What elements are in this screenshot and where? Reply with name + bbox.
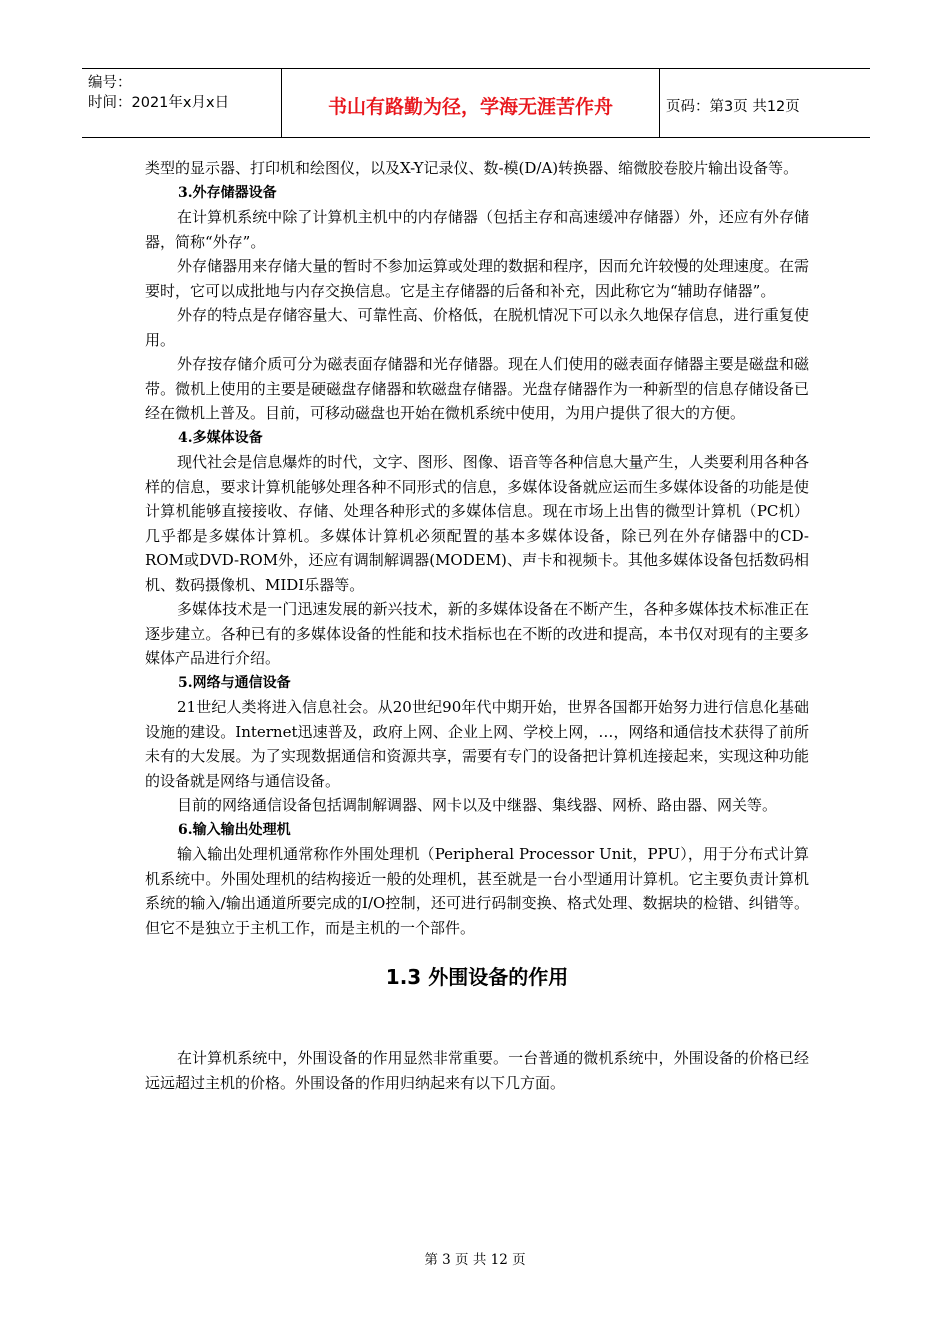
page-header [82,68,870,138]
section-heading-6: 6.输入输出处理机 [178,821,291,838]
paragraph: 外存储器用来存储大量的暂时不参加运算或处理的数据和程序，因而允许较慢的处理速度。在需要时，它可以成批地与内存交换信息。它是主存储器的后备和补充，因此称它为“辅助存储器”。 [145,257,809,300]
section-heading-4: 4.多媒体设备 [178,429,263,446]
section-heading-3: 3.外存储器设备 [178,184,277,201]
doc-number-label: 编号： [88,75,132,91]
document-body [145,156,809,1095]
doc-time-label: 时间：2021年x月x日 [88,95,230,111]
section-heading-5: 5.网络与通信设备 [178,674,291,691]
paragraph: 类型的显示器、打印机和绘图仪，以及X-Y记录仪、数-模(D/A)转换器、缩微胶卷胶片输出设备等。 [145,159,799,177]
paragraph: 输入输出处理机通常称作外围处理机（Peripheral Processor Unit，PPU），用于分布式计算机系统中。外围处理机的结构接近一般的处理机，甚至就是一台小型通用计算机。它主要负责计算机系统的输入/输出通道所要完成的I/O控制，还可进行码制变换、格式处理、数据块的检错、纠错等。但它不是独立于主机工作，而是主机的一个部件。 [145,845,809,937]
page-footer: 第 3 页 共 12 页 [424,1252,526,1268]
paragraph: 在计算机系统中，外围设备的作用显然非常重要。一台普通的微机系统中，外围设备的价格已经远远超过主机的价格。外围设备的作用归纳起来有以下几方面。 [145,1049,809,1092]
paragraph: 在计算机系统中除了计算机主机中的内存储器（包括主存和高速缓冲存储器）外，还应有外存储器，简称“外存”。 [145,208,809,251]
chapter-heading-1-3: 1.3 外围设备的作用 [385,965,569,989]
paragraph: 外存的特点是存储容量大、可靠性高、价格低，在脱机情况下可以永久地保存信息，进行重复使用。 [145,306,809,349]
header-left-cell [82,69,282,137]
paragraph: 目前的网络通信设备包括调制解调器、网卡以及中继器、集线器、网桥、路由器、网关等。 [177,796,778,814]
paragraph: 外存按存储介质可分为磁表面存储器和光存储器。现在人们使用的磁表面存储器主要是磁盘和磁带。微机上使用的主要是硬磁盘存储器和软磁盘存储器。光盘存储器作为一种新型的信息存储设备已经在微机上普及。目前，可移动磁盘也开始在微机系统中使用，为用户提供了很大的方便。 [145,355,809,422]
paragraph: 21世纪人类将进入信息社会。从20世纪90年代中期开始，世界各国都开始努力进行信息化基础设施的建设。Internet迅速普及，政府上网、企业上网、学校上网，…，网络和通信技术获得了前所未有的大发展。为了实现数据通信和资源共享，需要有专门的设备把计算机连接起来，实现这种功能的设备就是网络与通信设备。 [145,698,809,790]
paragraph: 多媒体技术是一门迅速发展的新兴技术，新的多媒体设备在不断产生，各种多媒体技术标准正在逐步建立。各种已有的多媒体设备的性能和技术指标也在不断的改进和提高，本书仅对现有的主要多媒体产品进行介绍。 [145,600,809,667]
header-motto: 书山有路勤为径，学海无涯苦作舟 [282,69,660,137]
header-page-info: 页码：第3页 共12页 [666,98,800,115]
paragraph: 现代社会是信息爆炸的时代，文字、图形、图像、语音等各种信息大量产生，人类要利用各种各样的信息，要求计算机能够处理各种不同形式的信息，多媒体设备就应运而生多媒体设备的功能是使计算机能够直接接收、存储、处理各种形式的多媒体信息。现在市场上出售的微型计算机（PC机）几乎都是多媒体计算机。多媒体计算机必须配置的基本多媒体设备，除已列在外存储器中的CD-ROM或DVD-ROM外，还应有调制解调器(MODEM)、声卡和视频卡。其他多媒体设备包括数码相机、数码摄像机、MIDI乐器等。 [145,453,809,594]
